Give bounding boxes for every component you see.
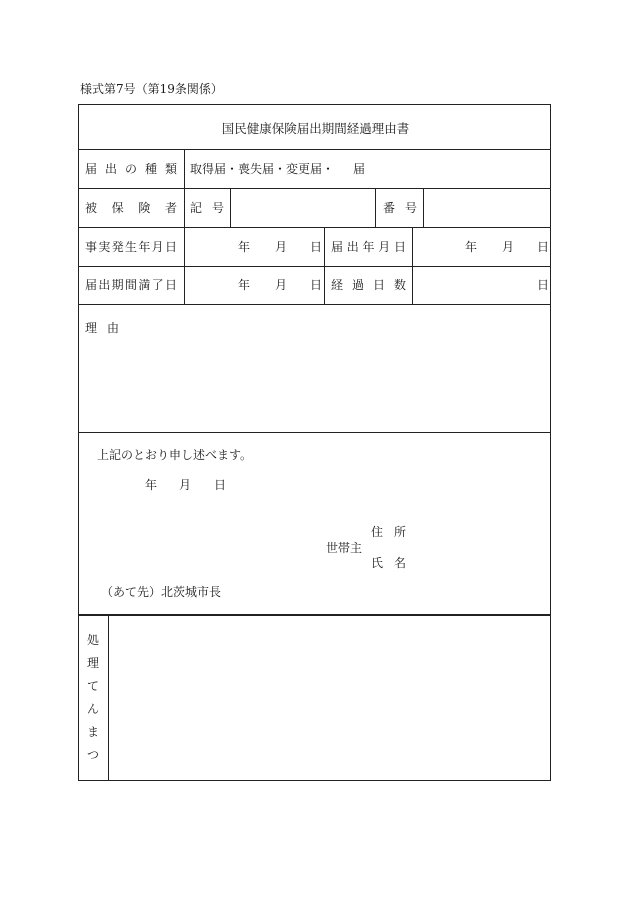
divider-number-label: [375, 188, 376, 227]
rule-insured: [79, 227, 550, 228]
filing-date-month: 月: [502, 240, 515, 254]
form-frame: [78, 104, 551, 781]
declaration-year: 年: [145, 478, 158, 492]
filing-date-day: 日: [537, 240, 550, 254]
rule-reason: [79, 432, 550, 433]
event-date-day: 日: [310, 240, 323, 254]
deadline-date-day: 日: [310, 278, 323, 292]
divider-label-column: [184, 149, 185, 304]
rule-dates: [79, 266, 550, 267]
label-processing-char: ま: [86, 725, 99, 739]
label-processing-char: ん: [86, 702, 99, 716]
notification-type-options: 取得届・喪失届・変更届・: [190, 162, 335, 176]
declaration-day: 日: [214, 478, 227, 492]
name-field[interactable]: [413, 550, 547, 576]
label-insured: 被 保 険 者: [85, 201, 177, 215]
filing-date-year: 年: [465, 240, 478, 254]
label-elapsed-days: 経 過 日 数: [331, 278, 406, 292]
filing-date-field[interactable]: [414, 229, 549, 265]
processing-field[interactable]: [110, 617, 548, 779]
divider-number-value: [423, 188, 424, 227]
label-number: 番 号: [383, 201, 417, 215]
label-event-date: 事 実 発 生 年 月 日: [85, 240, 177, 254]
label-processing-char: つ: [86, 748, 99, 762]
label-filing-date: 届 出 年 月 日: [331, 240, 406, 254]
form-number: 様式第7号（第19条関係）: [80, 82, 223, 96]
deadline-date-month: 月: [275, 278, 288, 292]
deadline-date-field[interactable]: [186, 268, 323, 303]
label-processing-char: て: [86, 679, 99, 693]
divider-right-dates: [412, 227, 413, 304]
event-date-month: 月: [275, 240, 288, 254]
form-title: 国民健康保険届出期間経過理由書: [221, 121, 410, 136]
elapsed-days-unit: 日: [537, 278, 550, 292]
elapsed-days-field[interactable]: [414, 268, 532, 303]
reason-field[interactable]: [81, 339, 548, 429]
number-field[interactable]: [425, 190, 549, 226]
notification-type-other-field[interactable]: [323, 155, 351, 181]
label-reason: 理 由: [85, 321, 119, 335]
householder-label: 世帯主: [326, 541, 363, 555]
event-date-year: 年: [238, 240, 251, 254]
addressee: （あて先）北茨城市長: [101, 585, 222, 599]
symbol-field[interactable]: [232, 190, 373, 226]
declaration-date-field[interactable]: [129, 471, 239, 497]
rule-declaration: [79, 614, 550, 616]
address-field[interactable]: [413, 519, 547, 545]
address-label: 住 所: [371, 525, 406, 539]
divider-mid-dates: [324, 227, 325, 304]
rule-deadline: [79, 304, 550, 305]
label-notification-type: 届 出 の 種 類: [85, 162, 177, 176]
divider-processing: [108, 615, 109, 781]
name-label: 氏 名: [371, 556, 406, 570]
declaration-month: 月: [179, 478, 192, 492]
rule-title: [79, 149, 550, 150]
declaration-statement: 上記のとおり申し述べます。: [97, 448, 253, 462]
label-processing-char: 理: [86, 656, 99, 670]
rule-type: [79, 188, 550, 189]
label-processing: [85, 633, 101, 771]
event-date-field[interactable]: [186, 229, 323, 265]
deadline-date-year: 年: [238, 278, 251, 292]
label-processing-char: 処: [86, 633, 99, 647]
label-deadline-date: 届 出 期 間 満 了 日: [85, 278, 177, 292]
label-symbol: 記 号: [190, 201, 224, 215]
divider-symbol: [230, 188, 231, 227]
notification-type-suffix: 届: [353, 162, 366, 176]
